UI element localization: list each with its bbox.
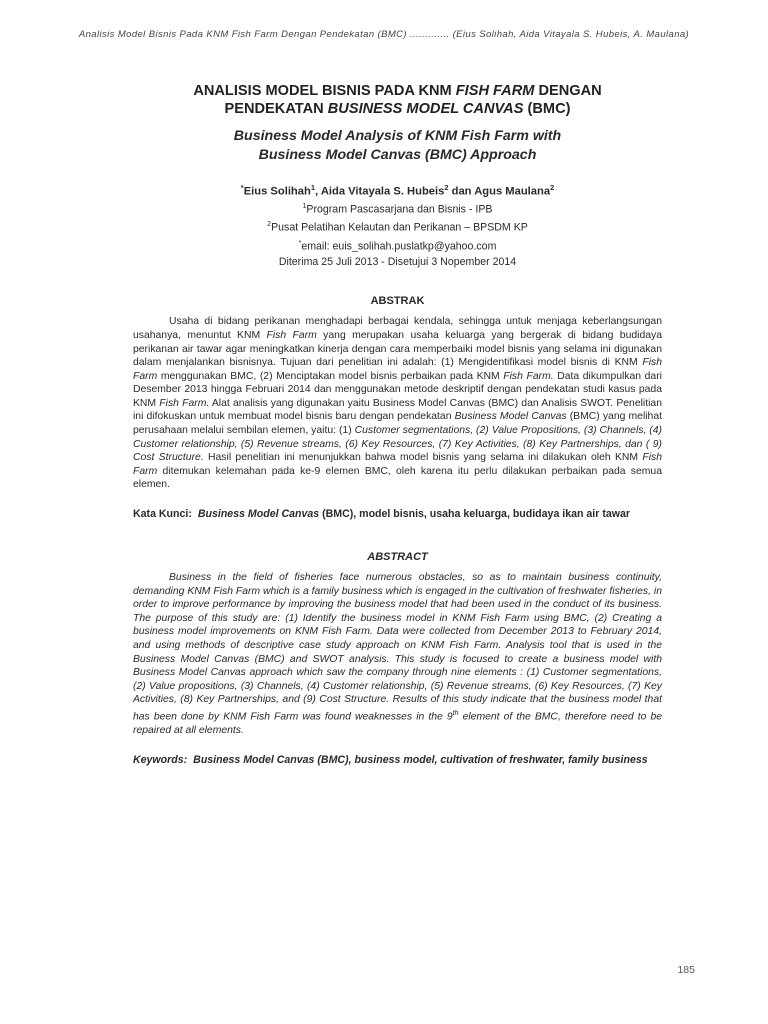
affiliation-text: Pusat Pelatihan Kelautan dan Perikanan – BPSDM KP [271,221,528,234]
email-text: email: euis_solihah.puslatkp@yahoo.com [301,240,497,253]
received-accepted-dates: Diterima 25 Juli 2013 - Disetujui 3 Nopember 2014 [278,256,517,269]
author-affiliation-mark: 2 [444,183,449,192]
abstrak-text: ditemukan kelemahan pada ke-9 elemen BMC, oleh karena itu perlu dilakukan perbaikan pada semua elemen. [133,465,662,491]
affiliation-1 [133,199,662,218]
article-content [133,82,662,767]
kata-kunci-rest: (BMC), model bisnis, usaha keluarga, budidaya ikan air tawar [319,508,630,521]
running-header: Analisis Model Bisnis Pada KNM Fish Farm Dengan Pendekatan (BMC) ............. (Eius Solihah, Aida Vitayala S. Hubeis, A. Maulana) [78,29,690,40]
abstrak-body [133,315,662,492]
abstrak-italic: Fish Farm. [503,370,554,382]
abstrak-text: Usaha di bidang perikanan menghadapi berbagai kendala, sehingga untuk menjaga keberlangsungan usahanya, menuntut KNM [133,316,662,341]
title-english [133,127,662,165]
abstrak-text: menggunakan BMC, (2) Menciptakan model bisnis perbaikan pada KNM [157,370,504,382]
title-id-line1 [193,83,601,99]
kata-kunci-italic: Business Model Canvas [197,508,320,521]
title-text: DENGAN [534,83,602,99]
abstract-text: Business in the field of fisheries face numerous obstacles, so as to maintain business continuity, demanding KNM Fish Farm which is a family business which is engaged in the cultivation of freshwater fisheries, in order to improve performance by improving the business model that had been used in the conduct of its business. The purpose of this study are: (1) Identify the business model in KNM Fish Farm using BMC, (2) Creating a business model improvements on KNM Fish Farm. Data were collected from December 2013 to February 2014, and using methods of descriptive case study approach on KNM Fish Farm. Analysis tool that is used in the Business Model Canvas (BMC) and SWOT analysis. This study is focused to create a business model with Business Model Canvas approach which saw the company through nine elements : (1) Customer segmentations, (2) Value propositions, (3) Channels, (4) Customer relationship, (5) Revenue streams, (6) Key Resources, (7) Key Activities, (8) Key Partnerships, and (9) Cost Structure. Results of this study indicate that the business model that has been done by KNM Fish Farm was found weaknesses in the 9 [133,572,662,723]
contact-email [133,236,662,255]
author-separator: , [315,185,321,198]
keywords-text: Business Model Canvas (BMC), business model, cultivation of freshwater, family business [193,753,648,766]
abstract-heading: ABSTRACT [367,551,428,564]
title-en-line2: Business Model Canvas (BMC) Approach [258,147,537,163]
abstrak-italic: Fish Farm [133,357,662,382]
page-number: 185 [677,964,695,976]
title-text: ANALISIS MODEL BISNIS PADA KNM [193,83,456,99]
author-name: Agus Maulana [474,185,551,198]
title-text-italic: FISH FARM [455,83,535,99]
title-indonesian [133,82,662,118]
abstrak-text: Hasil penelitian ini menunjukkan bahwa model bisnis yang selama ini dilakukan oleh KNM [203,452,643,464]
title-text-italic: BUSINESS MODEL CANVAS [327,101,524,117]
author-affiliation-mark: 2 [550,183,555,192]
keywords [133,753,662,767]
abstrak-text: yang merupakan usaha keluarga yang bergerak di bidang budidaya perikanan air tawar agar meningkatkan kinerja dengan cara memperbaiki model bisnis yang selama ini digunakan dalam menjalankan bisnisnya. Tujuan dari penelitian ini adalah: (1) Mengidentifikasi model bisnis di KNM [133,329,662,369]
abstrak-text: (BMC) yang melihat perusahaan melalui sembilan elemen, yaitu: (1) [133,411,663,437]
kata-kunci [133,507,662,521]
abstrak-heading: ABSTRAK [370,295,425,308]
abstract-text: element of the BMC, therefore need to be repaired at all elements. [133,711,663,737]
abstrak-italic: Fish Farm. [159,397,210,409]
author-affiliation-mark: 1 [310,183,315,192]
title-text: PENDEKATAN [224,101,328,117]
affiliation-text: Program Pascasarjana dan Bisnis - IPB [306,203,493,216]
title-id-line2 [225,101,571,117]
affiliation-2 [133,217,662,236]
author-name: Eius Solihah [243,185,311,198]
abstrak-italic: Fish Farm [133,452,662,477]
abstrak-italic: Business Model Canvas [454,411,567,423]
abstrak-text: Data dikumpulkan dari Desember 2013 hingga Februari 2014 dan menggunakan metode deskriptif dengan pendekatan studi kasus pada KNM [133,370,662,409]
ordinal-suffix: th [452,709,459,717]
title-text: (BMC) [523,101,571,117]
author-list [133,181,662,199]
abstrak-italic: Customer segmentations, (2) Value Propositions, (3) Channels, (4) Customer relationship, (5) Revenue streams, (6) Key Resources, (7) Key Activities, (8) Key Partnerships, dan ( 9) Cost Structure. [133,425,662,464]
affiliation-mark: * [298,239,302,247]
kata-kunci-label: Kata Kunci: [133,508,192,521]
kata-kunci-text [198,507,662,521]
affiliation-mark: 1 [302,202,307,210]
affiliation-mark: 2 [267,221,272,229]
abstrak-text: Alat analisis yang digunakan yaitu Business Model Canvas (BMC) dan Analisis SWOT. Penelitian ini difokuskan untuk membuat model bisnis baru dengan pendekatan [133,397,662,423]
abstrak-italic: Fish Farm [266,329,317,341]
author-name: Aida Vitayala S. Hubeis [320,185,445,198]
abstract-body [133,571,662,738]
title-en-line1: Business Model Analysis of KNM Fish Farm with [233,128,562,144]
author-separator: dan [448,185,475,198]
keywords-label: Keywords: [133,753,188,766]
corresponding-mark: * [240,183,244,192]
